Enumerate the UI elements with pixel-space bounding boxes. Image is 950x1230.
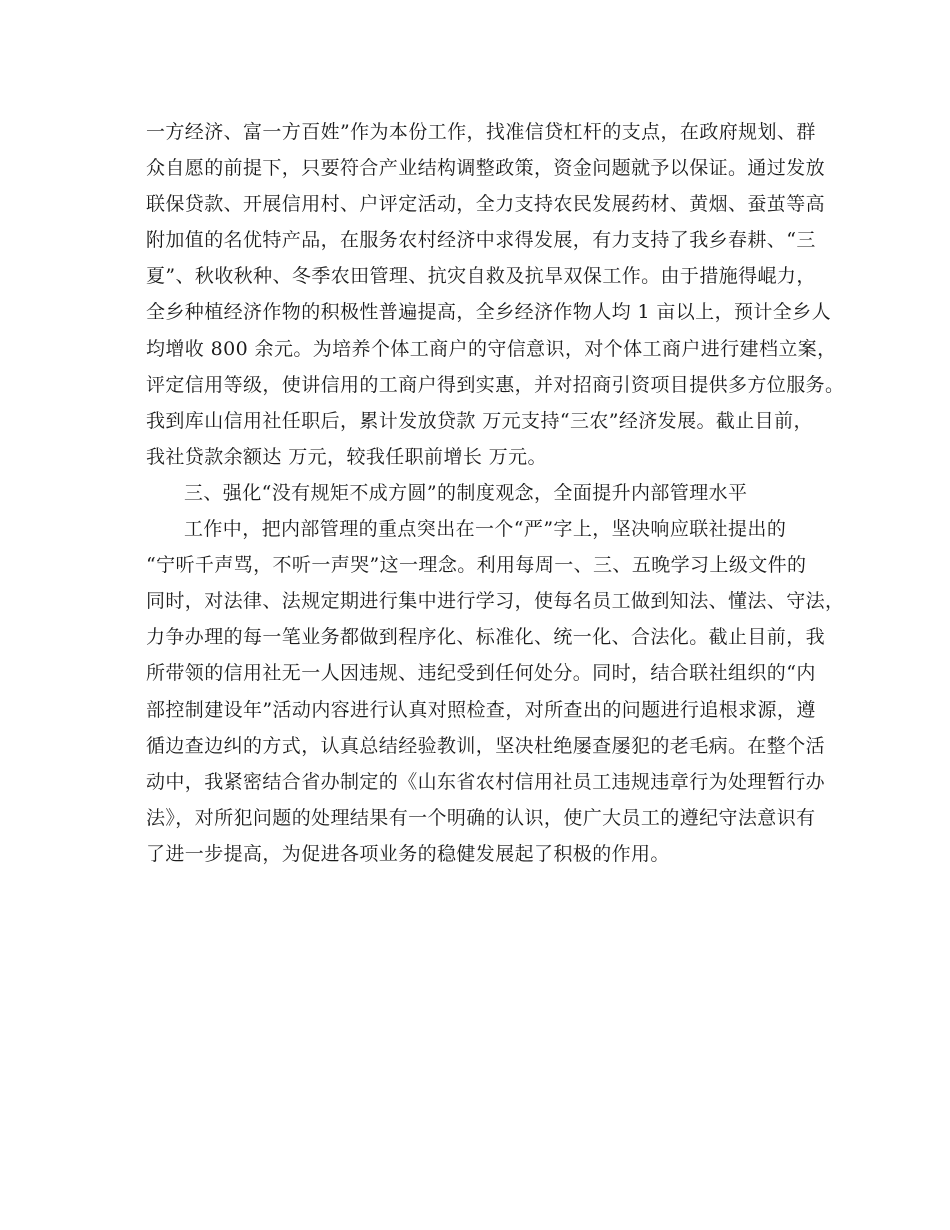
section-heading-line: 三、强化“没有规矩不成方圆”的制度观念，全面提升内部管理水平: [184, 481, 748, 504]
text-line: “宁听千声骂，不听一声哭”这一理念。利用每周一、三、五晚学习上级文件的: [146, 554, 807, 577]
text-line: 了进一步提高，为促进各项业务的稳健发展起了积极的作用。: [146, 842, 670, 865]
text-line: 众自愿的前提下，只要符合产业结构调整政策，资金问题就予以保证。通过发放: [146, 157, 826, 180]
text-line: 附加值的名优特产品，在服务农村经济中求得发展，有力支持了我乡春耕、“三: [146, 229, 816, 252]
text-line: 动中，我紧密结合省办制定的《山东省农村信用社员工违规违章行为处理暂行办: [146, 770, 826, 793]
text-line: 均增收 800 余元。为培养个体工商户的守信意识，对个体工商户进行建档立案，: [146, 337, 837, 360]
text-line: 夏”、秋收秋种、冬季农田管理、抗灾自救及抗旱双保工作。由于措施得崐力，: [146, 265, 816, 288]
text-line: 同时，对法律、法规定期进行集中进行学习，使每名员工做到知法、懂法、守法，: [146, 590, 845, 613]
text-line: 力争办理的每一笔业务都做到程序化、标准化、统一化、合法化。截止目前，我: [146, 626, 826, 649]
text-line: 全乡种植经济作物的积极性普遍提高，全乡经济作物人均 1 亩以上，预计全乡人: [146, 301, 831, 324]
paragraph-internal-management: [146, 511, 845, 872]
text-line: 一方经济、富一方百姓”作为本份工作，找准信贷杠杆的支点，在政府规划、群: [146, 121, 816, 143]
text-line: 我社贷款余额达 万元，较我任职前增长 万元。: [146, 445, 547, 468]
section-heading: [146, 475, 812, 511]
text-line: 我到库山信用社任职后，累计发放贷款 万元支持“三农”经济发展。截止目前，: [146, 409, 813, 432]
text-line: 部控制建设年”活动内容进行认真对照检查，对所查出的问题进行追根求源，遵: [146, 698, 816, 721]
text-line: 工作中，把内部管理的重点突出在一个“严”字上，坚决响应联社提出的: [184, 518, 787, 541]
paragraph-loan-support: [146, 114, 845, 475]
document-body: [146, 114, 845, 872]
text-line: 所带领的信用社无一人因违规、违纪受到任何处分。同时，结合联社组织的“内: [146, 662, 816, 685]
text-line: 联保贷款、开展信用村、户评定活动，全力支持农民发展药材、黄烟、蚕茧等高: [146, 193, 826, 216]
text-line: 法》，对所犯问题的处理结果有一个明确的认识，使广大员工的遵纪守法意识有: [146, 806, 816, 829]
text-line: 评定信用等级，使讲信用的工商户得到实惠，并对招商引资项目提供多方位服务。: [146, 373, 845, 396]
text-line: 循边查边纠的方式，认真总结经验教训，坚决杜绝屡查屡犯的老毛病。在整个活: [146, 734, 826, 757]
